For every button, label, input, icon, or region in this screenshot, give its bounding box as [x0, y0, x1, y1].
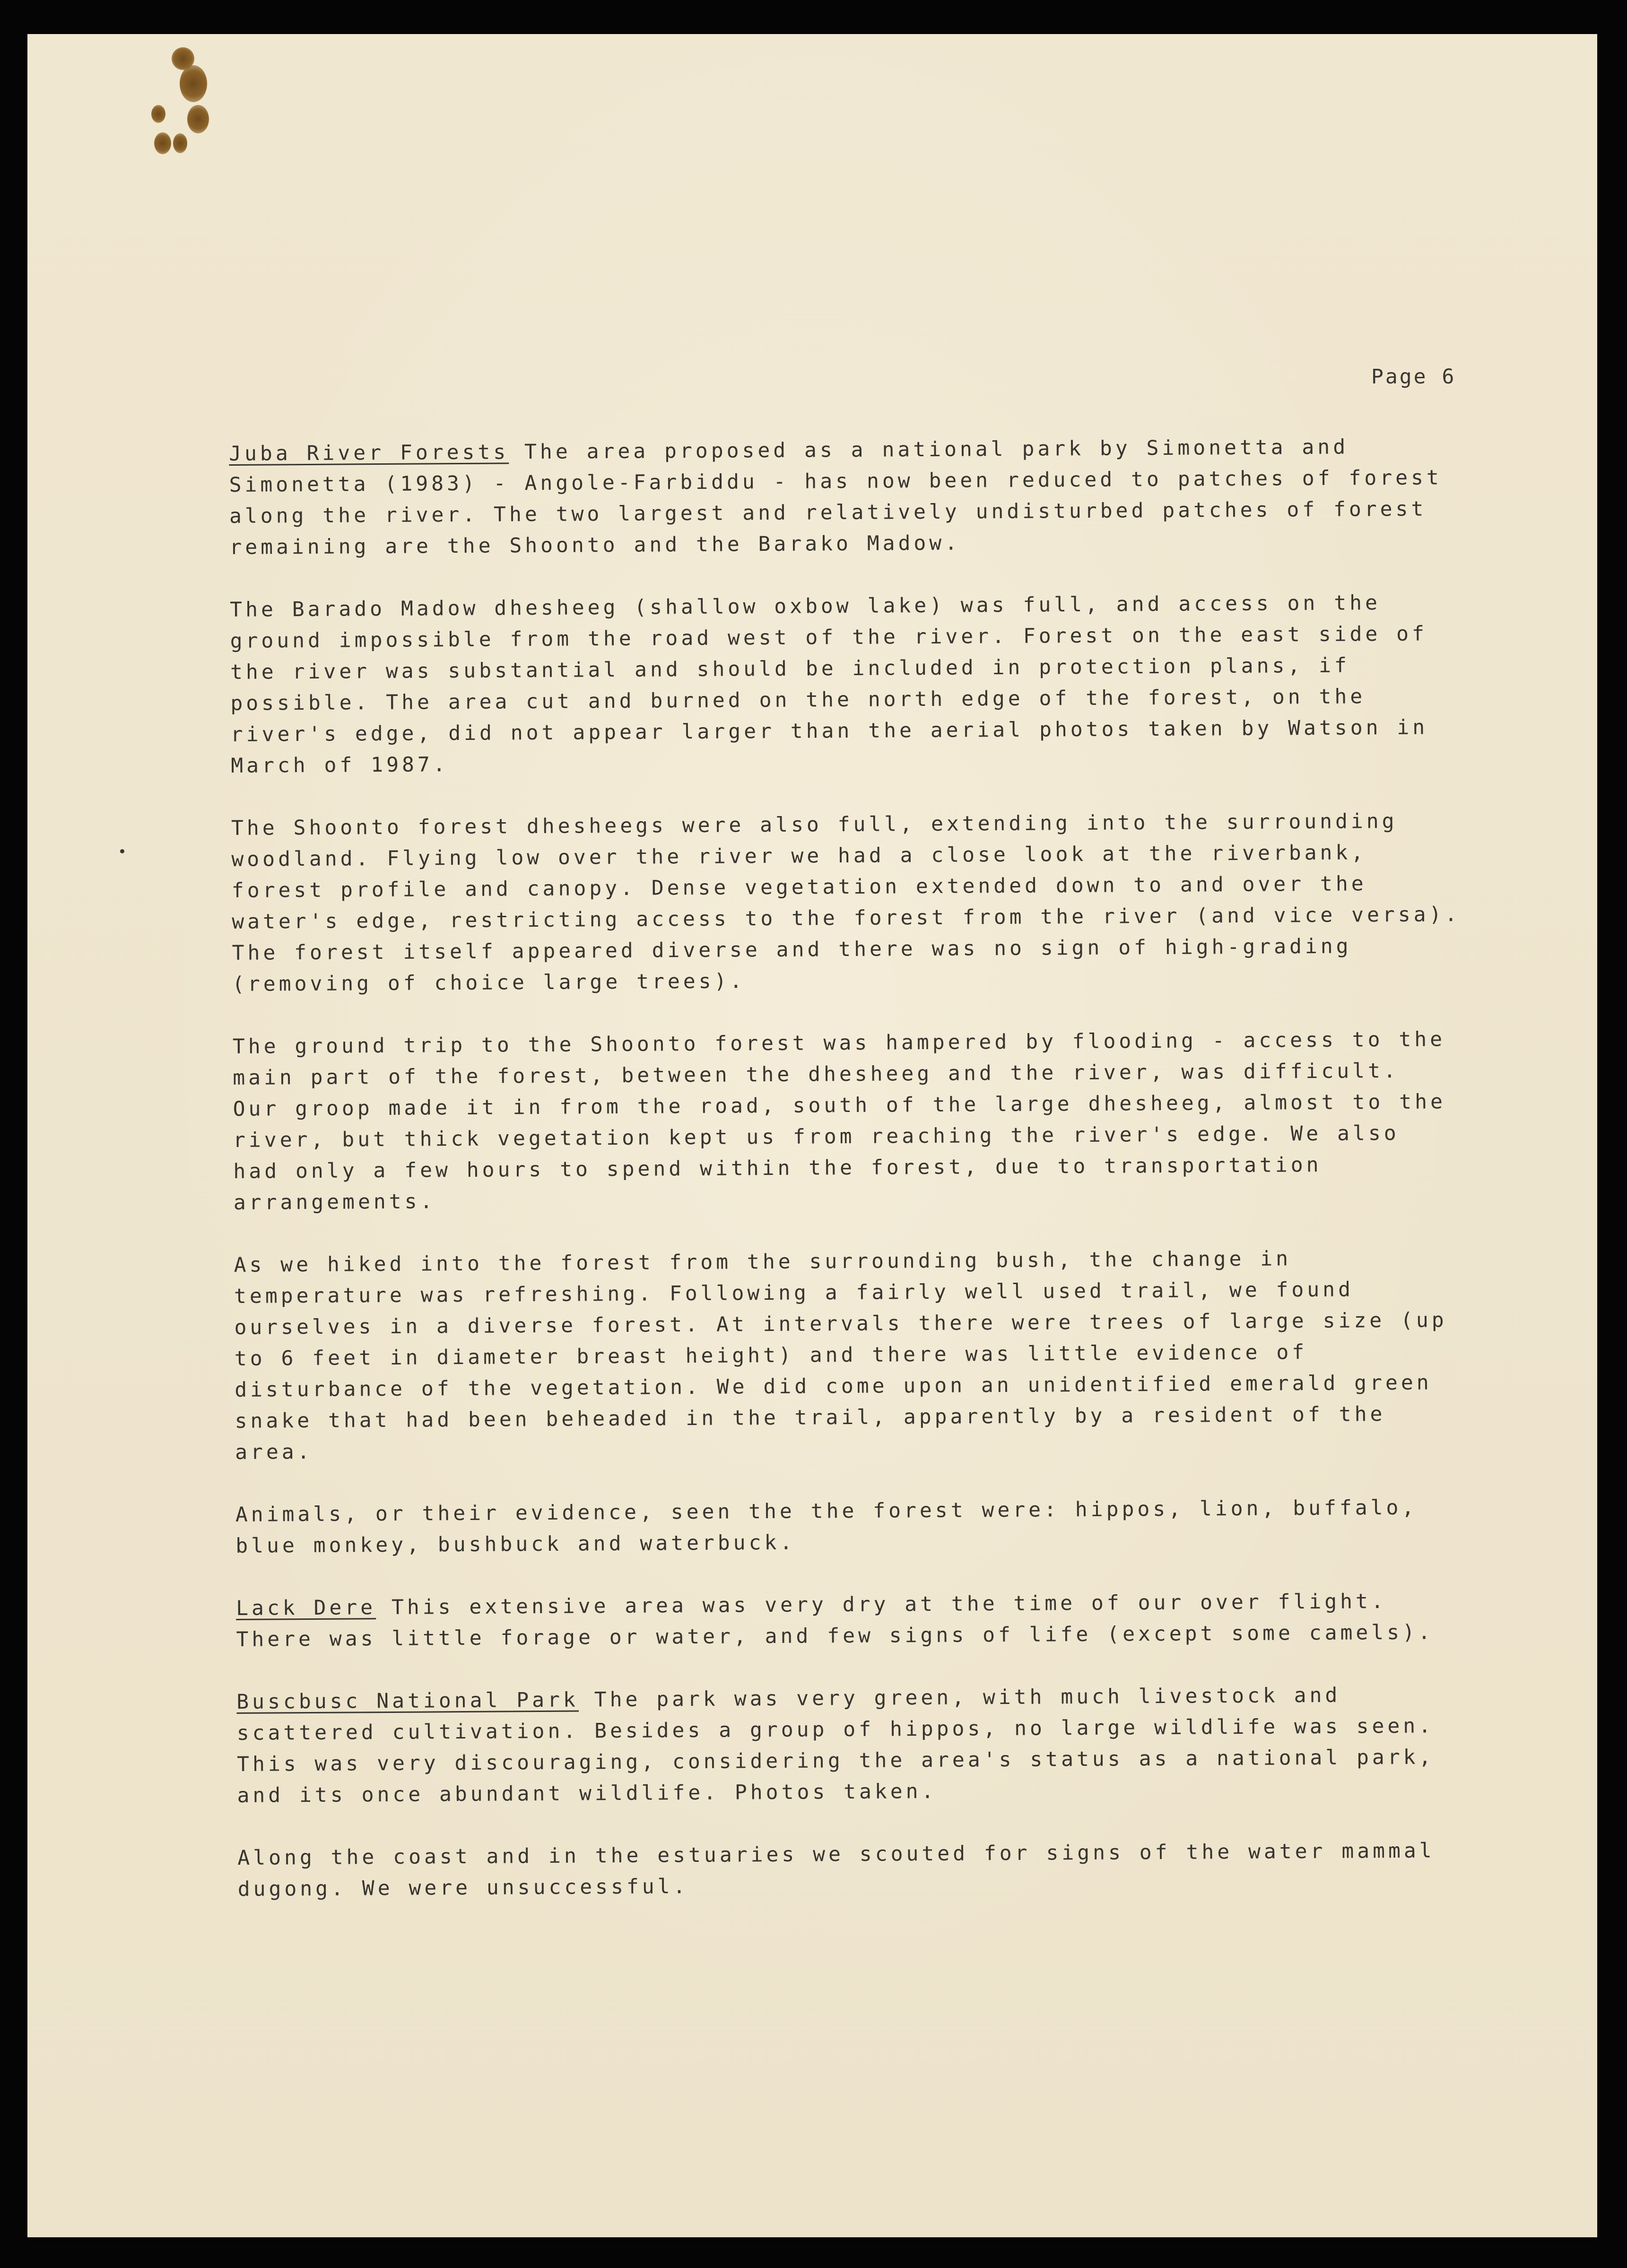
paragraph-text: Along the coast and in the estuaries we scouted for signs of the water mammal dugong. We were unsuccessful. [237, 1839, 1435, 1901]
paragraph-text: The Shoonto forest dhesheegs were also full, extending into the surrounding woodland. Flying low over the river we had a close look at the riverbank, forest profile and canopy. Dense vegetation extended down to and over the water's edge, restricting access to the forest from the river (and vice versa). The forest itself appeared diverse and there was no sign of high-grading (removing of choice large trees). [231, 809, 1461, 996]
paragraph-text: The Barado Madow dhesheeg (shallow oxbow lake) was full, and access on the ground impossible from the road west of the river. Forest on the east side of the river was substantial and should be included in protection plans, if possible. The area cut and burned on the north edge of the forest, on the river's edge, did not appear larger than the aerial photos taken by Watson in March of 1987. [230, 591, 1428, 778]
stain-mark [187, 105, 209, 133]
section-heading: Lack Dere [235, 1596, 376, 1620]
paragraph-coast [237, 1835, 1496, 1905]
section-heading: Buscbusc National Park [236, 1688, 579, 1714]
paragraph-text: The ground trip to the Shoonto forest was hampered by flooding - access to the main part of the forest, between the dhesheeg and the river, was difficult. Our groop made it in from the road, south of the large dhesheeg, almost to the river, but thick vegetation kept us from reaching the river's edge. We also had only a few hours to spend within the forest, due to transportation arrangements. [232, 1027, 1446, 1215]
paragraph-animals [235, 1492, 1494, 1562]
paragraph-hike [234, 1242, 1493, 1468]
section-heading: Juba River Forests [229, 440, 509, 466]
paragraph-text: The area proposed as a national park by Simonetta and Simonetta (1983) - Angole-Farbiddu - has now been reduced to patches of forest along the river. The two largest and relatively undisturbed patches of forest remaining are the Shoonto and the Barako Madow. [229, 435, 1442, 559]
page-number: Page 6 [1371, 365, 1456, 389]
paragraph-buscbusc-national-park [236, 1679, 1495, 1811]
document-body [229, 431, 1496, 1936]
paragraph-text: The park was very green, with much livestock and scattered cultivation. Besides a group of hippos, no large wildlife was seen. This was very discouraging, considering the area's status as a national park, and its once abundant wildlife. Photos taken. [236, 1683, 1435, 1807]
paragraph-ground-trip [233, 1024, 1491, 1218]
stain-mark [120, 849, 124, 853]
stain-mark [154, 132, 171, 154]
paragraph-text: As we hiked into the forest from the surrounding bush, the change in temperature was refreshing. Following a fairly well used trail, we found ourselves in a diverse forest. At intervals there were trees of large size (up to 6 feet in diameter breast height) and there was little evidence of disturbance of the vegetation. We did come upon an unidentified emerald green snake that had been beheaded in the trail, apparently by a resident of the area. [234, 1247, 1447, 1464]
paragraph-text: Animals, or their evidence, seen the the forest were: hippos, lion, buffalo, blue monkey, bushbuck and waterbuck. [235, 1495, 1418, 1558]
paragraph-lack-dere [236, 1585, 1494, 1655]
paragraph-shoonto-forest [231, 805, 1490, 1000]
paragraph-text: This extensive area was very dry at the time of our over flight. There was little forage or water, and few signs of life (except some camels). [236, 1590, 1434, 1651]
paragraph-juba-river-forests [229, 431, 1488, 563]
stain-mark [151, 105, 165, 123]
stain-mark [180, 65, 207, 102]
stain-mark [173, 133, 187, 153]
paragraph-barado-madow [230, 587, 1488, 782]
document-page [27, 34, 1597, 2237]
